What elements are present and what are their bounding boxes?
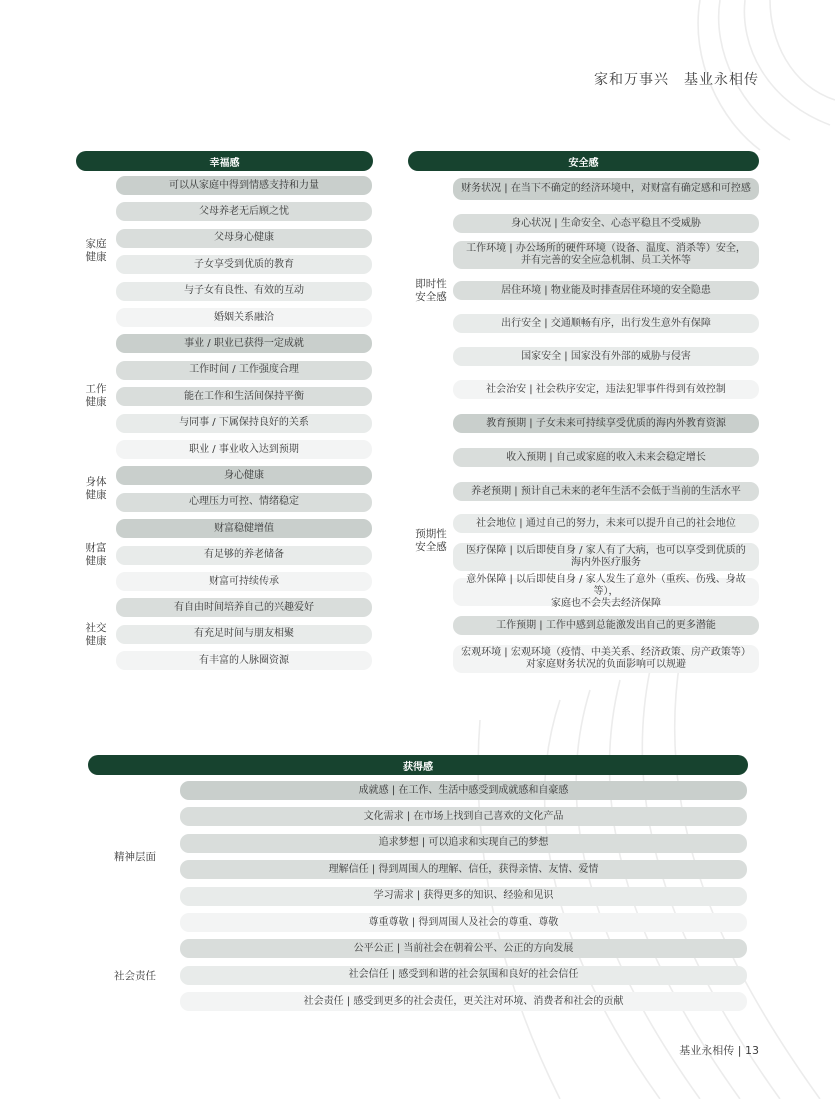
gain-section-title: 获得感 [88, 755, 748, 775]
security-item: 养老预期 | 预计自己未来的老年生活不会低于当前的生活水平 [453, 482, 759, 501]
happiness-item: 财富可持续传承 [116, 572, 372, 591]
happiness-group-label: 财富 健康 [85, 542, 107, 567]
happiness-item: 与子女有良性、有效的互动 [116, 282, 372, 301]
gain-item: 社会责任 | 感受到更多的社会责任，更关注对环境、消费者和社会的贡献 [180, 992, 747, 1011]
happiness-item: 子女享受到优质的教育 [116, 255, 372, 274]
happiness-item: 职业 / 事业收入达到预期 [116, 440, 372, 459]
security-item: 收入预期 | 自己或家庭的收入未来会稳定增长 [453, 448, 759, 467]
happiness-item: 工作时间 / 工作强度合理 [116, 361, 372, 380]
happiness-section-title: 幸福感 [76, 151, 373, 171]
security-item: 社会治安 | 社会秩序安定，违法犯罪事件得到有效控制 [453, 380, 759, 399]
security-item: 医疗保障 | 以后即使自身 / 家人有了大病，也可以享受到优质的 海内外医疗服务 [453, 543, 759, 571]
happiness-item: 有自由时间培养自己的兴趣爱好 [116, 598, 372, 617]
happiness-item: 事业 / 职业已获得一定成就 [116, 334, 372, 353]
gain-item: 追求梦想 | 可以追求和实现自己的梦想 [180, 834, 747, 853]
security-item: 意外保障 | 以后即使自身 / 家人发生了意外（重疾、伤残、身故等）， 家庭也不会失去经济保障 [453, 578, 759, 606]
gain-item: 公平公正 | 当前社会在朝着公平、公正的方向发展 [180, 939, 747, 958]
security-item: 财务状况 | 在当下不确定的经济环境中，对财富有确定感和可控感 [453, 178, 759, 200]
happiness-item: 父母养老无后顾之忧 [116, 202, 372, 221]
happiness-group-label: 工作 健康 [85, 383, 107, 408]
gain-group-label: 社会责任 [114, 970, 156, 982]
security-item: 工作预期 | 工作中感到总能激发出自己的更多潜能 [453, 616, 759, 635]
happiness-item: 婚姻关系融洽 [116, 308, 372, 327]
security-item: 教育预期 | 子女未来可持续享受优质的海内外教育资源 [453, 414, 759, 433]
happiness-item: 与同事 / 下属保持良好的关系 [116, 414, 372, 433]
security-group-label: 预期性 安全感 [415, 528, 447, 553]
security-item: 工作环境 | 办公场所的硬件环境（设备、温度、消杀等）安全， 并有完善的安全应急机制、员工关怀等 [453, 241, 759, 269]
happiness-item: 父母身心健康 [116, 229, 372, 248]
gain-group-label: 精神层面 [114, 851, 156, 863]
happiness-item: 有充足时间与朋友相聚 [116, 625, 372, 644]
security-group-label: 即时性 安全感 [415, 278, 447, 303]
gain-item: 尊重尊敬 | 得到周围人及社会的尊重、尊敬 [180, 913, 747, 932]
gain-item: 文化需求 | 在市场上找到自己喜欢的文化产品 [180, 807, 747, 826]
happiness-item: 有足够的养老储备 [116, 546, 372, 565]
happiness-item: 财富稳健增值 [116, 519, 372, 538]
security-item: 居住环境 | 物业能及时排查居住环境的安全隐患 [453, 281, 759, 300]
page-footer: 基业永相传 | 13 [679, 1044, 759, 1057]
security-item: 出行安全 | 交通顺畅有序，出行发生意外有保障 [453, 314, 759, 333]
security-item: 宏观环境 | 宏观环境（疫情、中美关系、经济政策、房产政策等） 对家庭财务状况的负面影响可以规避 [453, 645, 759, 673]
security-item: 国家安全 | 国家没有外部的威胁与侵害 [453, 347, 759, 366]
happiness-group-label: 身体 健康 [85, 476, 107, 501]
gain-item: 理解信任 | 得到周围人的理解、信任，获得亲情、友情、爱情 [180, 860, 747, 879]
security-item: 社会地位 | 通过自己的努力，未来可以提升自己的社会地位 [453, 514, 759, 533]
happiness-item: 身心健康 [116, 466, 372, 485]
happiness-item: 可以从家庭中得到情感支持和力量 [116, 176, 372, 195]
gain-item: 成就感 | 在工作、生活中感受到成就感和自豪感 [180, 781, 747, 800]
gain-item: 学习需求 | 获得更多的知识、经验和见识 [180, 887, 747, 906]
happiness-item: 能在工作和生活间保持平衡 [116, 387, 372, 406]
page-header-title: 家和万事兴 基业永相传 [594, 72, 759, 88]
happiness-group-label: 社交 健康 [85, 622, 107, 647]
happiness-group-label: 家庭 健康 [85, 238, 107, 263]
happiness-item: 心理压力可控、情绪稳定 [116, 493, 372, 512]
gain-item: 社会信任 | 感受到和谐的社会氛围和良好的社会信任 [180, 966, 747, 985]
security-section-title: 安全感 [408, 151, 759, 171]
happiness-item: 有丰富的人脉圈资源 [116, 651, 372, 670]
security-item: 身心状况 | 生命安全、心态平稳且不受威胁 [453, 214, 759, 233]
